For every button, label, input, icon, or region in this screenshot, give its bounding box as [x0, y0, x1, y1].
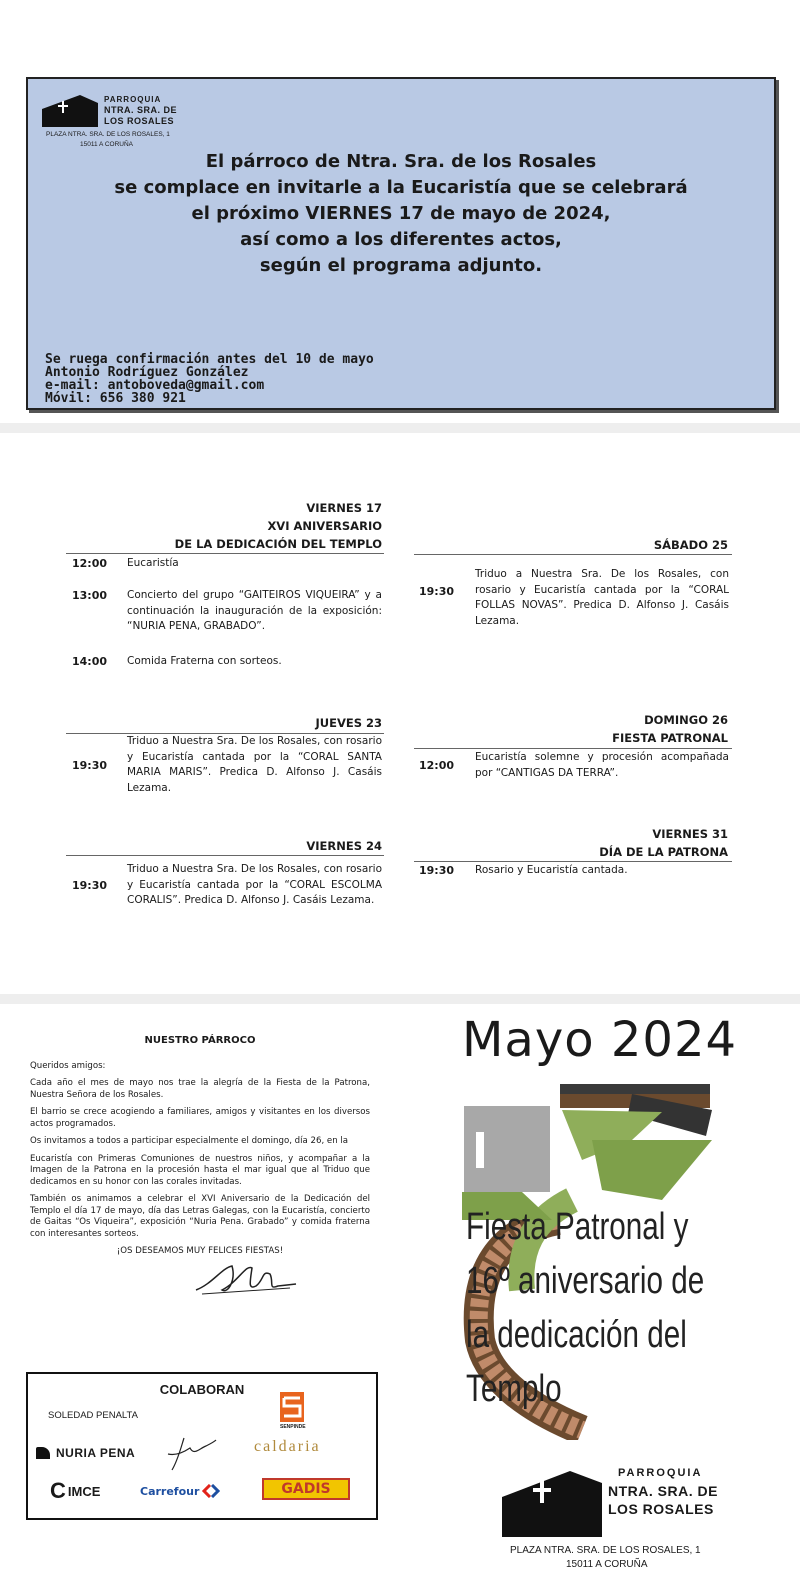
event-time: 19:30	[419, 864, 455, 877]
carrefour-logo-icon	[202, 1484, 220, 1498]
day-heading-viernes31	[414, 825, 728, 861]
senpinde-logo-icon	[280, 1392, 310, 1422]
event-time: 12:00	[72, 557, 108, 570]
church-icon	[40, 93, 100, 129]
cover-subtitle-line: Fiesta Patronal y	[466, 1206, 689, 1248]
event-text: Concierto del grupo “GAITEIROS VIQUEIRA” y a continuación la inauguración de la exposición: “NURIA PENA, GRABADO”.	[127, 589, 382, 632]
event-text: Eucaristía	[127, 557, 179, 569]
letter-title: NUESTRO PÁRROCO	[144, 1035, 256, 1046]
rsvp-line: Se ruega confirmación antes del 10 de mayo	[45, 352, 374, 367]
divider	[414, 861, 732, 862]
cover-subtitle	[466, 1200, 704, 1416]
day-title: SÁBADO 25	[653, 538, 728, 552]
logo-line1: PARROQUIA	[618, 1467, 703, 1479]
cover-subtitle-line: 16º aniversario de	[466, 1260, 705, 1302]
page-separator	[0, 994, 800, 1004]
invitation-line: El párroco de Ntra. Sra. de los Rosales	[205, 151, 597, 172]
senpinde-label: SENPINDE	[280, 1424, 306, 1430]
event-text: Eucaristía solemne y procesión acompañada por “CANTIGAS DA TERRA”.	[475, 751, 729, 779]
event-time: 19:30	[72, 879, 108, 892]
logo-line3: LOS ROSALES	[104, 116, 175, 126]
event-text: Triduo a Nuestra Sra. De los Rosales, con rosario y Eucaristía cantada por la “CORAL FOLLAS NOVAS”. Predica D. Alfonso J. Casáis Lezama.	[475, 568, 729, 627]
sponsor-carrefour	[140, 1484, 220, 1498]
logo-line1: PARROQUIA	[104, 95, 162, 104]
sponsor-nuria-pena	[36, 1446, 135, 1460]
day-subtitle: DE LA DEDICACIÓN DEL TEMPLO	[174, 537, 382, 551]
parish-letter	[30, 1035, 370, 1300]
letter-paragraph: Cada año el mes de mayo nos trae la alegría de la Fiesta de la Patrona, Nuestra Señora de los Rosales.	[30, 1078, 370, 1100]
invitation-text	[28, 149, 774, 279]
cover-subtitle-line: Templo	[466, 1368, 562, 1410]
letter-paragraph: Queridos amigos:	[30, 1060, 106, 1071]
sponsor-senpinde	[280, 1392, 320, 1436]
church-icon	[500, 1467, 604, 1539]
event-time: 19:30	[419, 585, 455, 598]
day-subtitle: FIESTA PATRONAL	[612, 731, 728, 745]
invitation-line: se complace en invitarle a la Eucaristía que se celebrará	[114, 177, 688, 198]
signature-icon	[192, 1260, 302, 1300]
event-time: 19:30	[72, 759, 108, 772]
rsvp-phone: Móvil: 656 380 921	[45, 391, 186, 406]
logo-line3: LOS ROSALES	[608, 1501, 714, 1517]
day-subtitle: DÍA DE LA PATRONA	[599, 845, 728, 859]
carrefour-label: Carrefour	[140, 1484, 200, 1498]
imce-logo-icon: C	[50, 1478, 66, 1503]
day-heading-viernes17	[60, 499, 382, 553]
invitation-line: así como a los diferentes actos,	[240, 229, 562, 250]
letter-paragraph: El barrio se crece acogiendo a familiares, amigos y visitantes en los diversos actos programados.	[30, 1107, 370, 1129]
day-title: VIERNES 31	[652, 827, 728, 841]
logo-city: 15011 A CORUÑA	[80, 141, 133, 148]
letter-paragraph: Os invitamos a todos a participar especialmente el domingo, día 26, en la	[30, 1136, 349, 1146]
rsvp-info	[45, 353, 374, 405]
divider	[414, 554, 732, 555]
logo-line2: NTRA. SRA. DE	[104, 105, 178, 115]
collaborators-box	[26, 1372, 378, 1520]
logo-city: 15011 A CORUÑA	[566, 1559, 648, 1570]
rsvp-name: Antonio Rodríguez González	[45, 365, 249, 380]
imce-label: IMCE	[67, 1483, 101, 1499]
day-heading-jueves23	[60, 714, 382, 732]
event-text: Triduo a Nuestra Sra. De los Rosales, con rosario y Eucaristía cantada por la “CORAL ESCOLMA CORALIS”. Predica D. Alfonso J. Casáis Lezama.	[127, 863, 382, 906]
divider	[414, 748, 732, 749]
event-text: Rosario y Eucaristía cantada.	[475, 864, 628, 876]
sponsor-imce	[50, 1478, 100, 1504]
rsvp-email[interactable]: e-mail: antoboveda@gmail.com	[45, 378, 265, 393]
sponsor-caldaria: caldaria	[254, 1438, 321, 1455]
nuria-pena-label: NURIA PENA	[56, 1446, 136, 1460]
logo-line2: NTRA. SRA. DE	[608, 1483, 718, 1499]
cover-title: Mayo 2024	[462, 1012, 738, 1068]
day-title: VIERNES 17	[306, 501, 382, 515]
divider	[66, 553, 384, 554]
letter-paragraph: Eucaristía con Primeras Comuniones de nuestros niños, y acompañar a la Imagen de la Patrona en la procesión hasta el mar igual que al Triduo que dedicamos en su honor con las corales invitadas.	[30, 1153, 370, 1187]
sponsor-soledad-penalta: SOLEDAD PENALTA	[48, 1410, 138, 1421]
day-heading-sabado25	[414, 536, 728, 554]
event-time: 13:00	[72, 589, 108, 602]
nuria-pena-logo-icon	[36, 1447, 50, 1459]
parish-logo-footer	[500, 1465, 740, 1570]
logo-address: PLAZA NTRA. SRA. DE LOS ROSALES, 1	[510, 1545, 701, 1556]
invitation-card	[26, 77, 776, 410]
event-text: Comida Fraterna con sorteos.	[127, 655, 282, 667]
day-heading-viernes24	[60, 837, 382, 855]
day-heading-domingo26	[414, 711, 728, 747]
day-title: JUEVES 23	[315, 716, 382, 730]
collaborators-title: COLABORAN	[159, 1382, 245, 1397]
event-text: Triduo a Nuestra Sra. De los Rosales, con rosario y Eucaristía cantada por la “CORAL SANTA MARIA MARIS”. Predica D. Alfonso J. Casáis Lezama.	[127, 735, 382, 794]
invitation-line: el próximo VIERNES 17 de mayo de 2024,	[191, 203, 611, 224]
artist-signature-icon	[162, 1434, 218, 1474]
letter-paragraph: También os animamos a celebrar el XVI Aniversario de la Dedicación del Templo el día 17 de mayo, día das Letras Galegas, con la Eucaristía, concierto de Gaitas “Os Viqueira”, exposición “Nuria Pena. Grabado” y comida fraterna con interesantes sorteos.	[30, 1194, 370, 1239]
day-title: DOMINGO 26	[644, 713, 728, 727]
parish-logo	[40, 93, 190, 157]
invitation-line: según el programa adjunto.	[259, 255, 543, 276]
page-separator	[0, 423, 800, 433]
sponsor-gadis: GADIS	[262, 1478, 350, 1500]
logo-address: PLAZA NTRA. SRA. DE LOS ROSALES, 1	[46, 131, 170, 138]
event-time: 12:00	[419, 759, 455, 772]
cover-subtitle-line: la dedicación del	[466, 1314, 687, 1356]
divider	[66, 855, 384, 856]
day-title: VIERNES 24	[306, 839, 382, 853]
day-subtitle: XVI ANIVERSARIO	[267, 519, 382, 533]
letter-closing: ¡OS DESEAMOS MUY FELICES FIESTAS!	[116, 1246, 284, 1256]
event-time: 14:00	[72, 655, 108, 668]
